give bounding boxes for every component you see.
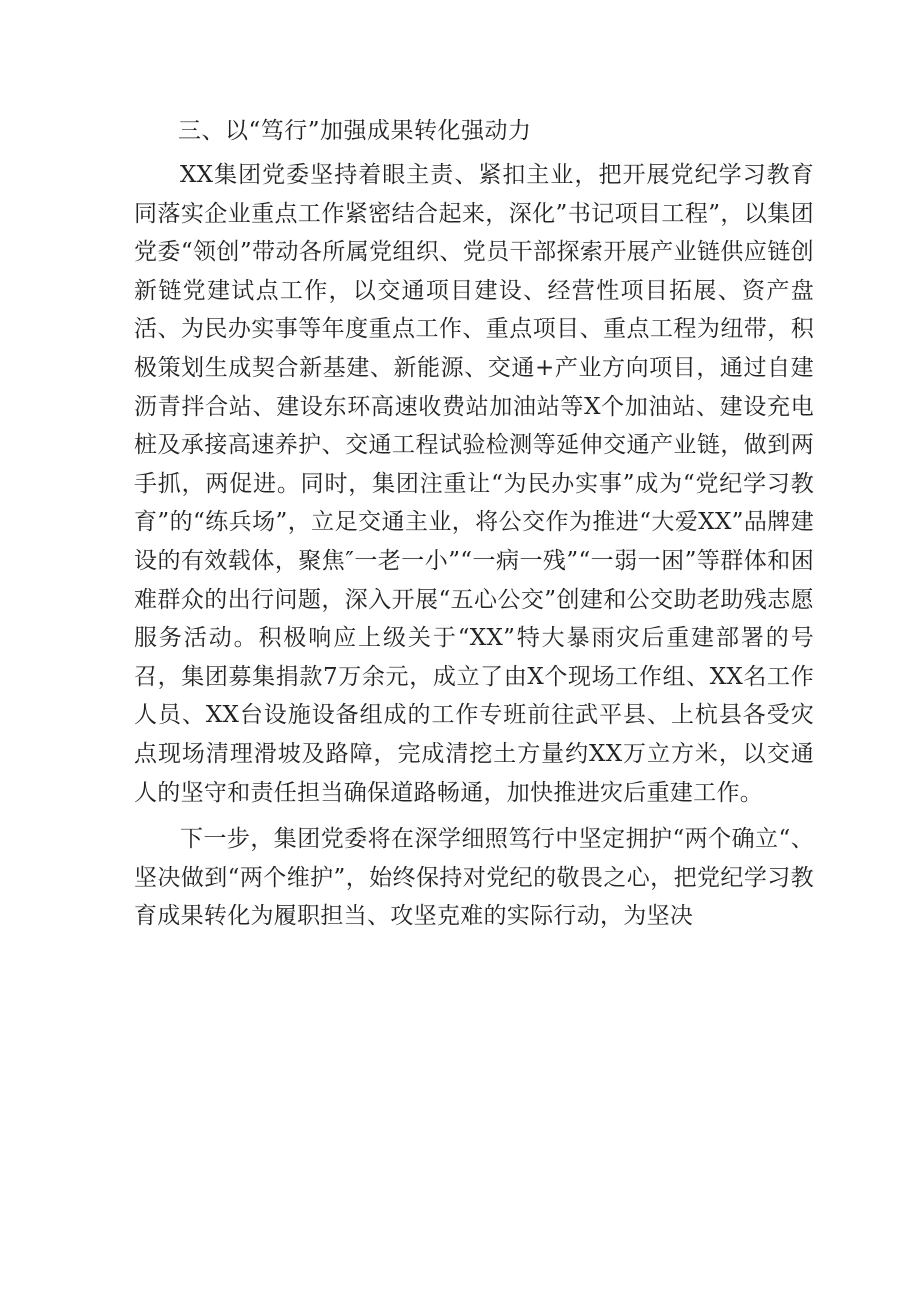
body-paragraph-2: 下一步，集团党委将在深学细照笃行中坚定拥护“两个确立“、坚决做到“两个维护”，始终保持对党纪的敬畏之心，把党纪学习教育成果转化为履职担当、攻坚克难的实际行动，为坚决 <box>134 826 814 930</box>
section-heading: 三、以“笃行”加强成果转化强动力 <box>178 118 532 144</box>
body-paragraph-1: XX集团党委坚持着眼主责、紧扣主业，把开展党纪学习教育同落实企业重点工作紧密结合起来，深化”书记项目工程”，以集团党委“领创”带动各所属党组织、党员干部探索开展产业链供应链创新链党建试点工作，以交通项目建设、经营性项目拓展、资产盘活、为民办实事等年度重点工作、重点项目、重点工程为纽带，积极策划生成契合新基建、新能源、交通+产业方向项目，通过自建沥青拌合站、建设东环高速收费站加油站等X个加油站、建设充电桩及承接高速养护、交通工程试验检测等延伸交通产业链，做到两手抓，两促进。同时，集团注重让“为民办实事”成为“党纪学习教育”的“练兵场”，立足交通主业，将公交作为推进“大爱XX”品牌建设的有效载体，聚焦″一老一小”“一病一残”“一弱一困”等群体和困难群众的出行问题，深入开展“五心公交”创建和公交助老助残志愿服务活动。积极响应上级关于“XX”特大暴雨灾后重建部署的号召，集团募集捐款7万余元，成立了由X个现场工作组、XX名工作人员、XX台设施设备组成的工作专班前往武平县、上杭县各受灾点现场清理滑坡及路障，完成清挖土方量约XX万立方米，以交通人的坚守和责任担当确保道路畅通，加快推进灾后重建工作。 <box>134 162 814 806</box>
document-body <box>134 112 814 936</box>
